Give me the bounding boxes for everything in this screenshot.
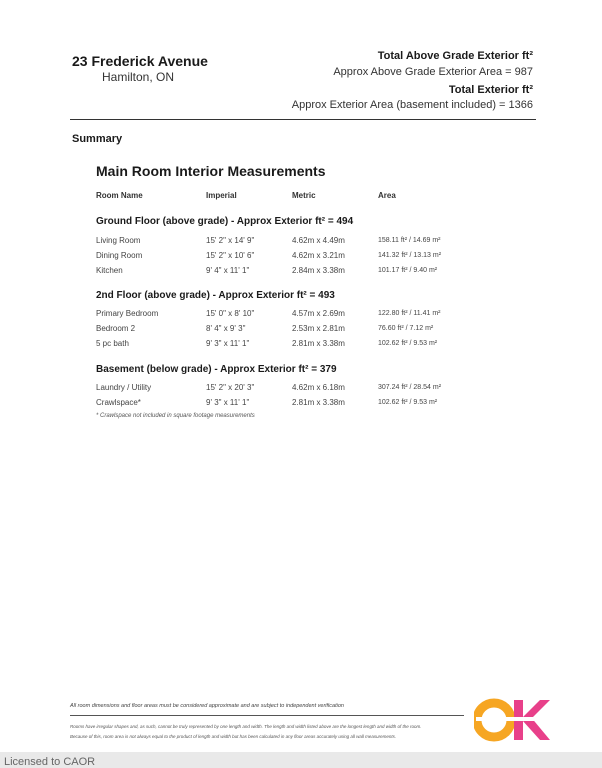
room-area: 141.32 ft² / 13.13 m² (378, 252, 442, 259)
group-title-2nd-floor: 2nd Floor (above grade) - Approx Exterior ft² = 493 (96, 290, 335, 301)
crawlspace-footnote: * Crawlspace not included in square footage measurements (96, 413, 255, 419)
total-exterior-area: Approx Exterior Area (basement included) = 1366 (291, 99, 533, 111)
license-watermark: Licensed to CAOR (4, 756, 96, 768)
footer-divider (70, 715, 464, 716)
room-name: Kitchen (96, 266, 123, 275)
room-metric: 4.62m x 4.49m (292, 236, 345, 245)
fine-print-2: Because of this, room area is not always equal to the product of length and width but has been calculated in any floor areas accurately using all wall measurements. (70, 734, 397, 739)
room-name: Dining Room (96, 251, 143, 260)
room-name: Laundry / Utility (96, 383, 152, 392)
column-header-imperial: Imperial (206, 191, 237, 200)
room-imperial: 9' 3" x 11' 1" (206, 339, 250, 348)
above-grade-area: Approx Above Grade Exterior Area = 987 (333, 66, 533, 78)
room-imperial: 8' 4" x 9' 3" (206, 324, 246, 333)
address-line2: Hamilton, ON (102, 70, 175, 84)
address-line1: 23 Frederick Avenue (72, 53, 208, 69)
room-name: Bedroom 2 (96, 324, 136, 333)
room-area: 158.11 ft² / 14.69 m² (378, 237, 441, 244)
room-name: 5 pc bath (96, 339, 129, 348)
above-grade-title: Total Above Grade Exterior ft² (377, 50, 533, 62)
room-metric: 4.62m x 6.18m (292, 383, 345, 392)
room-metric: 2.81m x 3.38m (292, 398, 345, 407)
room-metric: 4.62m x 3.21m (292, 251, 345, 260)
room-imperial: 15' 2" x 10' 6" (206, 251, 255, 260)
room-area: 102.62 ft² / 9.53 m² (378, 340, 438, 347)
logo-band (476, 717, 548, 721)
summary-label: Summary (72, 133, 123, 145)
room-metric: 2.81m x 3.38m (292, 339, 345, 348)
room-area: 102.62 ft² / 9.53 m² (378, 399, 438, 406)
room-name: Crawlspace* (96, 398, 141, 407)
room-imperial: 15' 2" x 14' 9" (206, 236, 255, 245)
room-area: 307.24 ft² / 28.54 m² (378, 384, 442, 391)
room-metric: 2.53m x 2.81m (292, 324, 345, 333)
room-imperial: 9' 3" x 11' 1" (206, 398, 250, 407)
column-header-room-name: Room Name (96, 191, 143, 200)
column-header-area: Area (378, 191, 396, 200)
room-metric: 4.57m x 2.69m (292, 309, 345, 318)
room-imperial: 15' 2" x 20' 3" (206, 383, 255, 392)
group-title-basement: Basement (below grade) - Approx Exterior ft² = 379 (96, 364, 337, 375)
dimensions-disclaimer: All room dimensions and floor areas must be considered approximate and are subject to independent verification (70, 703, 344, 709)
section-title: Main Room Interior Measurements (96, 163, 326, 179)
room-imperial: 9' 4" x 11' 1" (206, 266, 250, 275)
room-area: 76.60 ft² / 7.12 m² (378, 325, 434, 332)
room-area: 101.17 ft² / 9.40 m² (378, 267, 438, 274)
ok-logo (474, 696, 550, 744)
room-imperial: 15' 0" x 8' 10" (206, 309, 255, 318)
total-exterior-title: Total Exterior ft² (448, 84, 533, 96)
room-name: Primary Bedroom (96, 309, 159, 318)
column-header-metric: Metric (292, 191, 316, 200)
room-name: Living Room (96, 236, 141, 245)
group-title-ground-floor: Ground Floor (above grade) - Approx Exterior ft² = 494 (96, 216, 354, 227)
header-divider (70, 119, 536, 120)
room-metric: 2.84m x 3.38m (292, 266, 345, 275)
fine-print-1: Rooms have irregular shapes and, as such, cannot be truly represented by one length and width. The length and width listed above are the longest length and width of the room. (70, 724, 422, 729)
room-area: 122.80 ft² / 11.41 m² (378, 310, 441, 317)
